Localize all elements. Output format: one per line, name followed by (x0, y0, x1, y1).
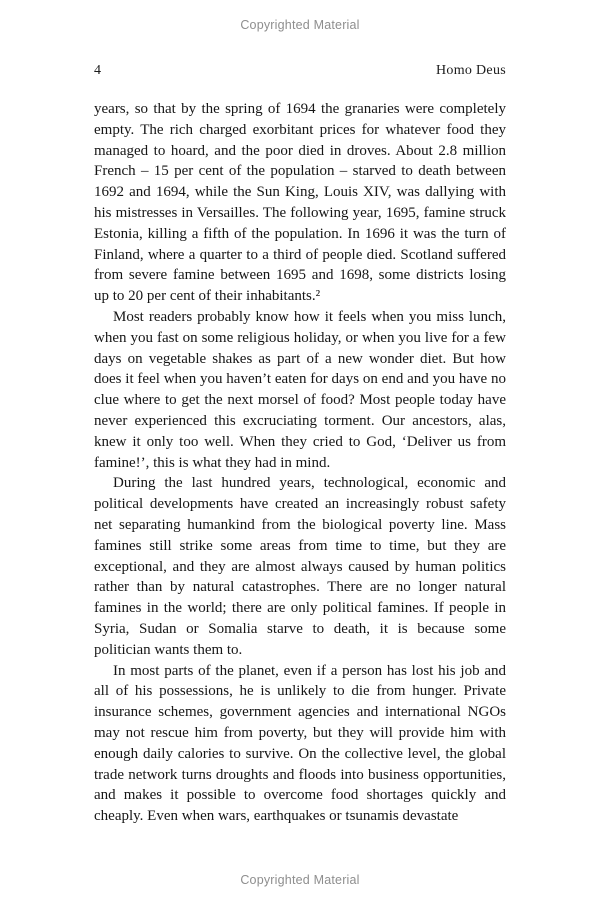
paragraph-3: During the last hundred years, technological, economic and political developments have created an increasingly robust safety net separating humankind from the biological poverty line. Mass famines still strike some areas from time to time, but they are exceptional, and they are almost always caused by human politics rather than by natural catastrophes. There are no longer natural famines in the world; there are only political famines. If people in Syria, Sudan or Somalia starve to death, it is because some politician wants them to. (94, 475, 506, 658)
paragraph-4: In most parts of the planet, even if a person has lost his job and all of his possessions, he is unlikely to die from hunger. Private insurance schemes, government agencies and international NGOs may not rescue him from poverty, but they will provide him with enough daily calories to survive. On the collective level, the global trade network turns droughts and floods into business opportunities, and makes it possible to overcome food shortages quickly and cheaply. Even when wars, earthquakes or tsunamis devastate (94, 662, 506, 825)
running-title: Homo Deus (436, 63, 506, 78)
page-number: 4 (94, 63, 101, 78)
copyright-notice-top: Copyrighted Material (240, 18, 360, 32)
paragraph-2: Most readers probably know how it feels when you miss lunch, when you fast on some religious holiday, or when you live for a few days on vegetable shakes as part of a new wonder diet. But how does it feel when you haven’t eaten for days on end and you have no clue where to get the next morsel of food? Most people today have never experienced this excruciating torment. Our ancestors, alas, knew it only too well. When they cried to God, ‘Deliver us from famine!’, this is what they had in mind. (94, 308, 506, 471)
copyright-notice-bottom: Copyrighted Material (240, 873, 360, 887)
running-header (94, 63, 506, 79)
paragraph-1: years, so that by the spring of 1694 the granaries were completely empty. The rich charged exorbitant prices for whatever food they managed to hoard, and the poor died in droves. About 2.8 million French – 15 per cent of the population – starved to death between 1692 and 1694, while the Sun King, Louis XIV, was dallying with his mistresses in Versailles. The following year, 1695, famine struck Estonia, killing a fifth of the population. In 1696 it was the turn of Finland, where a quarter to a third of people died. Scotland suffered from severe famine between 1695 and 1698, some districts losing up to 20 per cent of their inhabitants.² (94, 101, 506, 305)
body-text (94, 99, 506, 827)
